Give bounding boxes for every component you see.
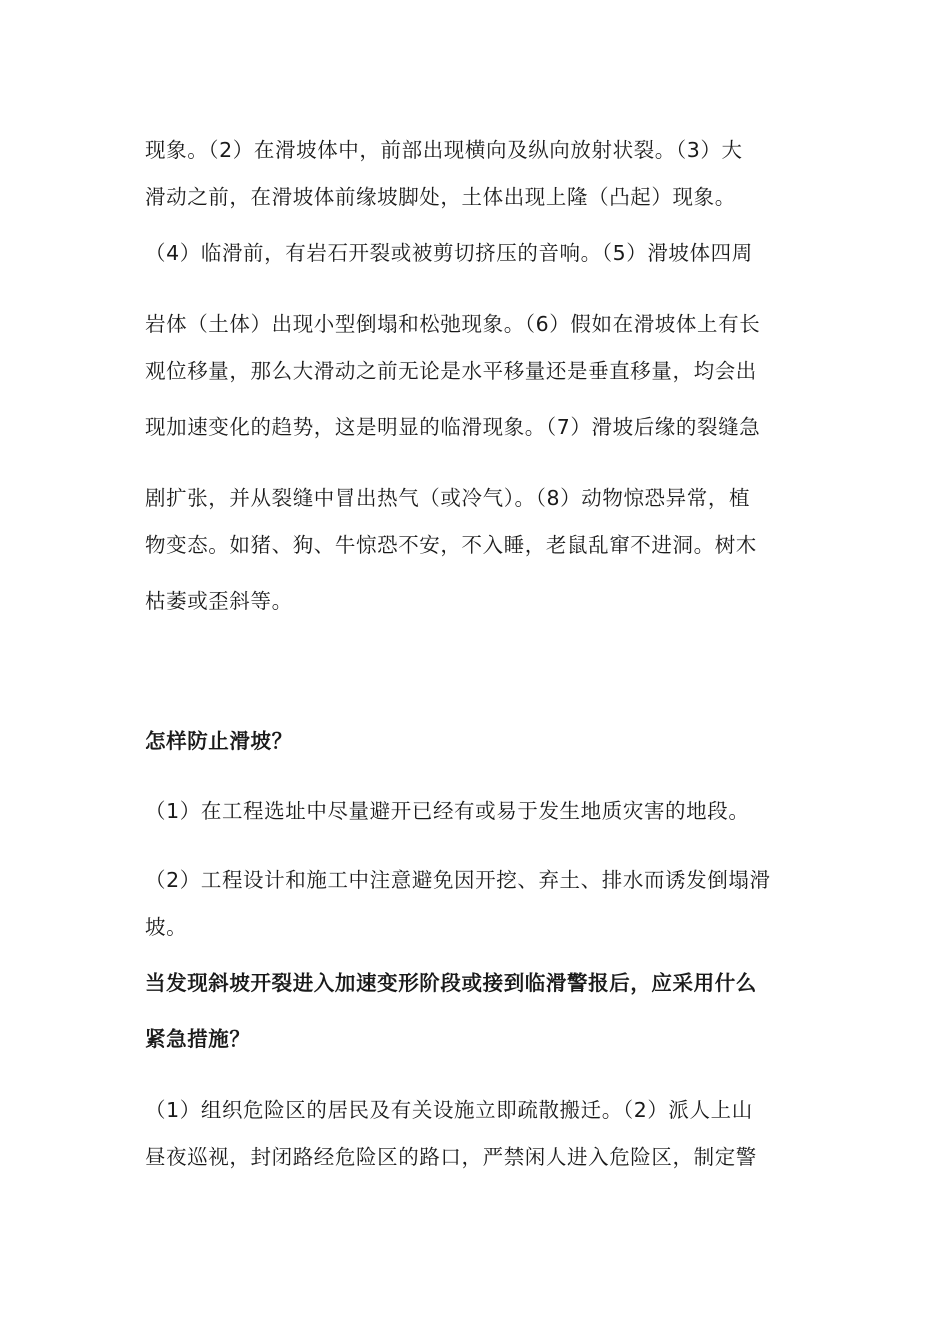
paragraph-line: 枯萎或歪斜等。 bbox=[145, 589, 293, 613]
section-heading-prevent: 怎样防止滑坡？ bbox=[145, 729, 293, 753]
paragraph-line: 昼夜巡视，封闭路经危险区的路口，严禁闲人进入危险区，制定警 bbox=[145, 1145, 757, 1169]
paragraph-line: 滑动之前，在滑坡体前缘坡脚处，土体出现上隆（凸起）现象。 bbox=[145, 185, 736, 209]
paragraph-line: 现加速变化的趋势，这是明显的临滑现象。（7）滑坡后缘的裂缝急 bbox=[145, 415, 761, 439]
section-heading-emergency-continuation: 紧急措施？ bbox=[145, 1027, 251, 1051]
paragraph-line: 剧扩张，并从裂缝中冒出热气（或冷气）。（8）动物惊恐异常，植 bbox=[145, 486, 751, 510]
paragraph-line: （4）临滑前，有岩石开裂或被剪切挤压的音响。（5）滑坡体四周 bbox=[145, 241, 753, 265]
section-heading-emergency: 当发现斜坡开裂进入加速变形阶段或接到临滑警报后，应采用什么 bbox=[145, 971, 757, 995]
paragraph-line: 观位移量，那么大滑动之前无论是水平移量还是垂直移量，均会出 bbox=[145, 359, 757, 383]
list-item-continuation: 坡。 bbox=[145, 915, 188, 939]
paragraph-line: 现象。（2）在滑坡体中，前部出现横向及纵向放射状裂。（3）大 bbox=[145, 138, 743, 162]
paragraph-line: （1）组织危险区的居民及有关设施立即疏散搬迁。（2）派人上山 bbox=[145, 1098, 753, 1122]
paragraph-line: 物变态。如猪、狗、牛惊恐不安，不入睡，老鼠乱窜不进洞。树木 bbox=[145, 533, 757, 557]
paragraph-line: 岩体（土体）出现小型倒塌和松弛现象。（6）假如在滑坡体上有长 bbox=[145, 312, 761, 336]
list-item: （1）在工程选址中尽量避开已经有或易于发生地质灾害的地段。 bbox=[145, 799, 750, 823]
list-item: （2）工程设计和施工中注意避免因开挖、弃土、排水而诱发倒塌滑 bbox=[145, 868, 771, 892]
